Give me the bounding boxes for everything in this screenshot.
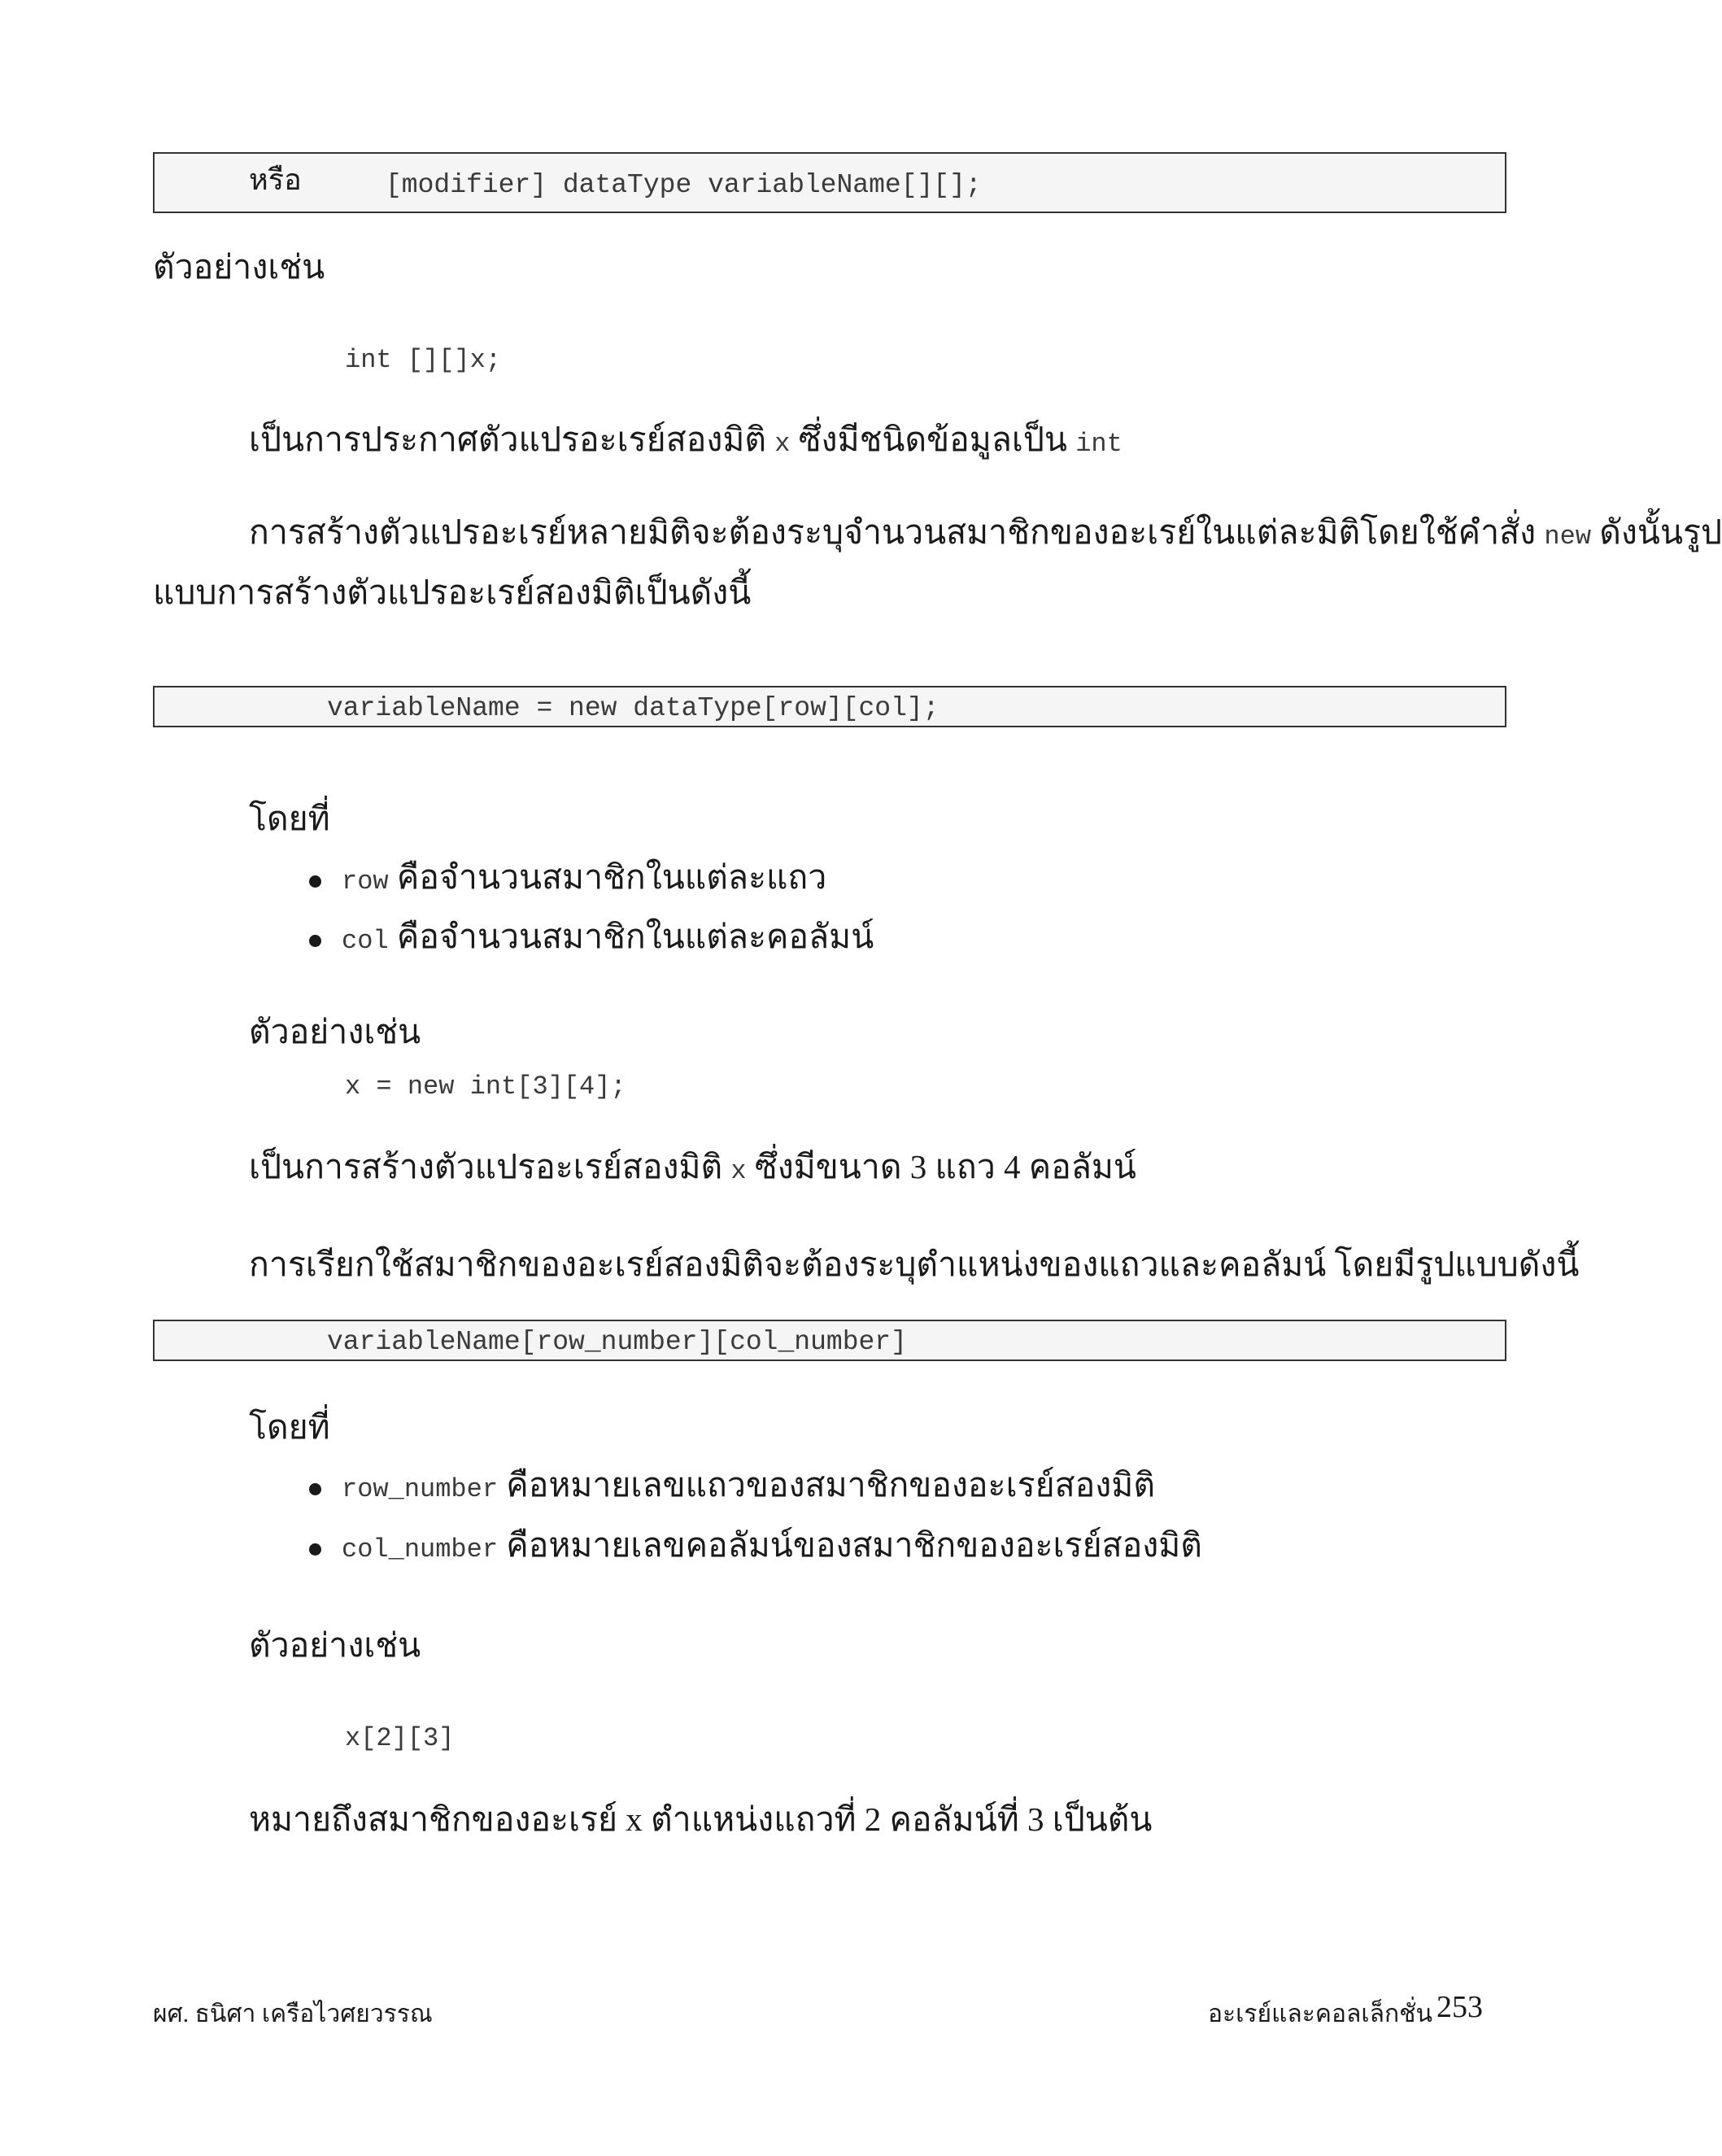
create-para-text: การสร้างตัวแปรอะเรย์หลายมิติจะต้องระบุจำนวนสมาชิกของอะเรย์ในแต่ละมิติโดยใช้คำสั่ง <box>249 513 1537 551</box>
desc-text: เป็นการประกาศตัวแปรอะเรย์สองมิติ <box>249 421 767 458</box>
bullet-icon <box>309 1543 321 1556</box>
desc-text-2: ซึ่งมีชนิดข้อมูลเป็น <box>798 421 1067 458</box>
example-code-1: int [][]x; <box>345 345 502 375</box>
desc-type: int <box>1075 429 1123 459</box>
access-bullet-col <box>342 1525 1202 1565</box>
bullet-code: row <box>342 866 389 897</box>
create-para-tail: ดังนั้นรูป <box>1599 513 1722 551</box>
create-bullet-row <box>342 858 826 897</box>
example-code-2: x = new int[3][4]; <box>345 1071 626 1102</box>
desc-text-2: ซึ่งมีขนาด 3 แถว 4 คอลัมน์ <box>754 1148 1136 1185</box>
create-paragraph-line-1 <box>249 513 1722 552</box>
syntax-alt-code: [modifier] dataType variableName[][]; <box>386 170 982 200</box>
bullet-text: คือหมายเลขคอลัมน์ของสมาชิกของอะเรย์สองมิติ <box>506 1526 1202 1564</box>
footer-author: ผศ. ธนิศา เครือไวศยวรรณ <box>153 2001 433 2027</box>
example-heading-2: ตัวอย่างเช่น <box>249 1013 421 1050</box>
syntax-box-declaration <box>153 152 1506 213</box>
syntax-box-create <box>153 686 1506 727</box>
access-where: โดยที่ <box>249 1408 330 1446</box>
syntax-alt-label: หรือ <box>249 164 302 196</box>
bullet-icon <box>309 935 321 947</box>
access-syntax-code: variableName[row_number][col_number] <box>327 1327 907 1357</box>
create-paragraph-line-2: แบบการสร้างตัวแปรอะเรย์สองมิติเป็นดังนี้ <box>153 574 752 611</box>
desc-var: x <box>774 429 791 459</box>
bullet-text: คือจำนวนสมาชิกในแต่ละคอลัมน์ <box>396 918 874 955</box>
example-desc-2 <box>249 1147 1136 1187</box>
desc-var: x <box>730 1156 747 1186</box>
example-heading-3: ตัวอย่างเช่น <box>249 1626 421 1664</box>
bullet-code: col <box>342 926 389 956</box>
bullet-text: คือจำนวนสมาชิกในแต่ละแถว <box>396 858 827 896</box>
bullet-icon <box>309 875 321 888</box>
create-para-code: new <box>1544 522 1592 552</box>
bullet-icon <box>309 1483 321 1495</box>
footer-chapter: อะเรย์และคอลเล็กชั่น <box>1208 2001 1433 2027</box>
example-desc-1 <box>249 420 1123 460</box>
access-paragraph: การเรียกใช้สมาชิกของอะเรย์สองมิติจะต้องระบุตำแหน่งของแถวและคอลัมน์ โดยมีรูปแบบดังนี้ <box>249 1246 1580 1283</box>
create-syntax-code: variableName = new dataType[row][col]; <box>327 693 939 723</box>
access-bullet-row <box>342 1465 1155 1505</box>
page-number: 253 <box>1436 1990 1483 2024</box>
bullet-code: col_number <box>342 1534 499 1565</box>
desc-text: เป็นการสร้างตัวแปรอะเรย์สองมิติ <box>249 1148 723 1185</box>
example-heading-1: ตัวอย่างเช่น <box>153 248 325 286</box>
example-desc-3: หมายถึงสมาชิกของอะเรย์ x ตำแหน่งแถวที่ 2 คอลัมน์ที่ 3 เป็นต้น <box>249 1800 1153 1838</box>
bullet-text: คือหมายเลขแถวของสมาชิกของอะเรย์สองมิติ <box>506 1466 1155 1504</box>
create-bullet-col <box>342 917 874 957</box>
syntax-box-access <box>153 1320 1506 1361</box>
bullet-code: row_number <box>342 1474 499 1504</box>
example-code-3: x[2][3] <box>345 1723 455 1753</box>
create-where: โดยที่ <box>249 800 330 837</box>
